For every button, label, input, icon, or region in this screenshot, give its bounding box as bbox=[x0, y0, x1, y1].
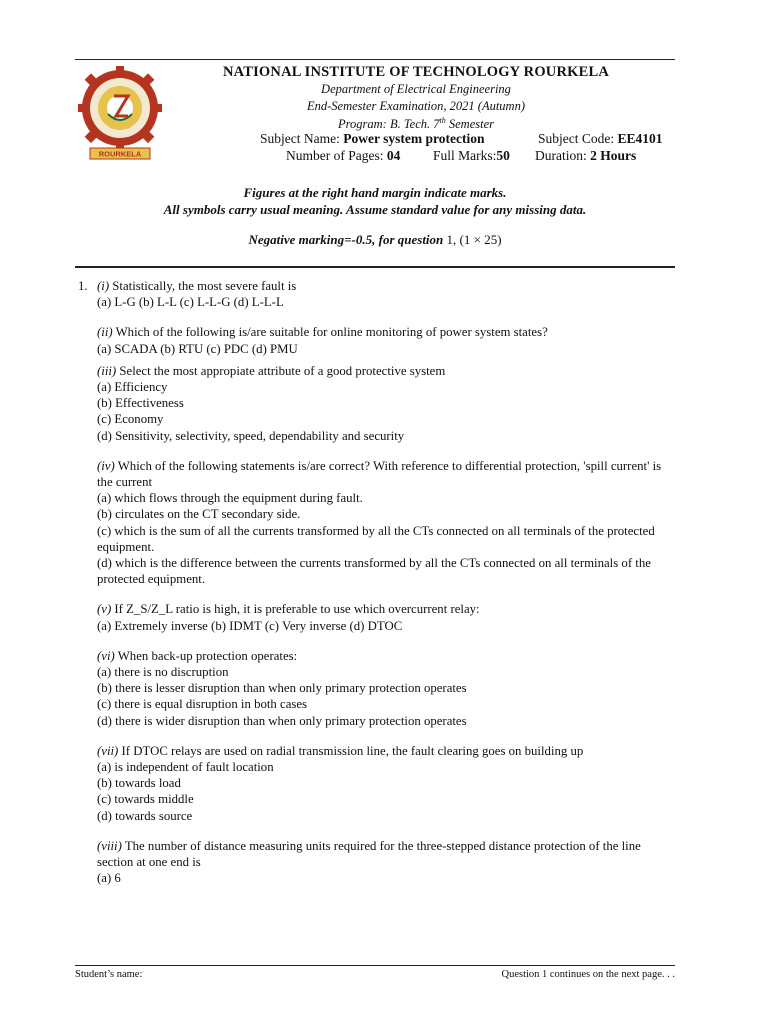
footer-rule bbox=[75, 965, 675, 966]
program-suffix: Semester bbox=[445, 117, 494, 132]
question-parts bbox=[78, 278, 678, 887]
header-top-rule bbox=[75, 59, 675, 60]
option: (c) which is the sum of all the currents transformed by all the CTs connected on all terminals of the protected equipment. bbox=[97, 523, 655, 554]
part-text: Statistically, the most severe fault is bbox=[109, 279, 297, 293]
program bbox=[166, 116, 666, 132]
marks-label: Full Marks: bbox=[433, 148, 497, 163]
negative-marking bbox=[75, 232, 675, 248]
logo-text: ROURKELA bbox=[98, 149, 142, 159]
part-text: Which of the following is/are suitable for online monitoring of power system states? bbox=[112, 325, 548, 340]
subject-code: EE4101 bbox=[617, 131, 663, 146]
part-text: Which of the following statements is/are correct? With reference to differential protection, 'spill current' is the current bbox=[97, 458, 662, 490]
option: (a) is independent of fault location bbox=[97, 760, 274, 775]
part-iv bbox=[97, 458, 678, 588]
part-i bbox=[97, 278, 678, 310]
option: (a) there is no discruption bbox=[97, 665, 229, 680]
header-bottom-rule bbox=[75, 266, 675, 268]
option: (c) towards middle bbox=[97, 792, 194, 807]
part-roman: (viii) bbox=[97, 838, 122, 853]
part-text: The number of distance measuring units required for the three-stepped distance protection of the line section at one end is bbox=[97, 838, 641, 870]
option: (a) 6 bbox=[97, 871, 121, 886]
pages-row bbox=[286, 148, 400, 164]
part-text: When back-up protection operates: bbox=[114, 648, 298, 663]
part-roman: (iv) bbox=[97, 458, 115, 473]
part-roman: (vii) bbox=[97, 743, 119, 758]
option: (b) circulates on the CT secondary side. bbox=[97, 507, 301, 522]
marks-value: 50 bbox=[496, 148, 510, 163]
option: (d) Sensitivity, selectivity, speed, dependability and security bbox=[97, 428, 405, 443]
negative-marking-label: Negative marking=-0.5, for question bbox=[248, 232, 444, 247]
question-1 bbox=[78, 278, 678, 887]
part-iii bbox=[97, 363, 678, 444]
part-roman: (iii) bbox=[97, 363, 117, 378]
part-text: Select the most appropiate attribute of a good protective system bbox=[116, 363, 446, 378]
duration-row bbox=[535, 148, 636, 164]
duration-value: 2 Hours bbox=[590, 148, 637, 163]
part-viii bbox=[97, 838, 678, 887]
option: (d) which is the difference between the currents transformed by all the CTs connected on all terminals of the protected equipment. bbox=[97, 556, 651, 587]
option: (a) SCADA (b) RTU (c) PDC (d) PMU bbox=[97, 341, 298, 356]
option: (b) towards load bbox=[97, 776, 181, 791]
student-name-label: Student’s name: bbox=[75, 969, 143, 980]
instruction-line-2: All symbols carry usual meaning. Assume standard value for any missing data. bbox=[163, 202, 587, 217]
program-sup: th bbox=[439, 116, 446, 125]
pages-value: 04 bbox=[386, 148, 401, 163]
option: (c) there is equal disruption in both cases bbox=[97, 697, 308, 712]
pages-label: Number of Pages: bbox=[286, 148, 387, 163]
exam-title: End-Semester Examination, 2021 (Autumn) bbox=[306, 99, 525, 113]
part-roman: (v) bbox=[97, 602, 112, 617]
subject-name-label: Subject Name: bbox=[260, 131, 344, 146]
subject-name-row bbox=[260, 131, 484, 147]
subject-code-label: Subject Code: bbox=[538, 131, 618, 146]
part-v bbox=[97, 601, 678, 633]
part-ii bbox=[97, 324, 678, 356]
option: (b) Effectiveness bbox=[97, 396, 184, 411]
option: (a) which flows through the equipment during fault. bbox=[97, 491, 363, 506]
option: (a) Efficiency bbox=[97, 380, 168, 395]
option: (d) towards source bbox=[97, 808, 193, 823]
option: (c) Economy bbox=[97, 412, 164, 427]
negative-marking-value: 1, (1 × 25) bbox=[443, 232, 502, 247]
part-roman: (ii) bbox=[97, 325, 113, 340]
option: (a) Extremely inverse (b) IDMT (c) Very inverse (d) DTOC bbox=[97, 618, 403, 633]
marks-row bbox=[433, 148, 510, 164]
logo-gear bbox=[78, 66, 162, 150]
part-roman: (i) bbox=[97, 279, 110, 293]
option: (d) there is wider disruption than when only primary protection operates bbox=[97, 713, 467, 728]
option: (b) there is lesser disruption than when only primary protection operates bbox=[97, 681, 467, 696]
question-number: 1. bbox=[78, 279, 88, 293]
part-vi bbox=[97, 648, 678, 729]
subject-code-row bbox=[538, 131, 663, 147]
continues-note: Question 1 continues on the next page. . . bbox=[501, 969, 675, 980]
option: (a) L-G (b) L-L (c) L-L-G (d) L-L-L bbox=[97, 295, 284, 310]
institute-name: NATIONAL INSTITUTE OF TECHNOLOGY ROURKELA bbox=[222, 64, 610, 80]
program-prefix: Program: B. Tech. 7 bbox=[338, 117, 440, 132]
part-text: If Z_S/Z_L ratio is high, it is preferable to use which overcurrent relay: bbox=[111, 602, 480, 617]
duration-label: Duration: bbox=[535, 148, 591, 163]
part-vii bbox=[97, 743, 678, 824]
part-roman: (vi) bbox=[97, 648, 115, 663]
part-text: If DTOC relays are used on radial transmission line, the fault clearing goes on building up bbox=[118, 743, 584, 758]
department-name: Department of Electrical Engineering bbox=[321, 82, 511, 96]
subject-name: Power system protection bbox=[343, 131, 485, 146]
instruction-line-1: Figures at the right hand margin indicate marks. bbox=[243, 185, 507, 200]
institute-logo bbox=[74, 66, 166, 162]
